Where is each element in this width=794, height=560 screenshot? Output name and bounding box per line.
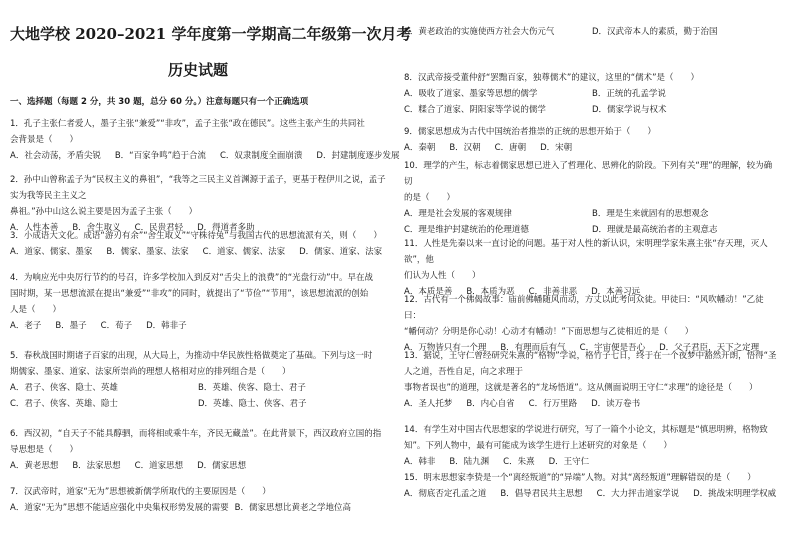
question-stem: 2．孙中山曾称孟子为“民权主义的鼻祖”，“我等之三民主义首渊源于孟子，更基于程伊川之说，孟子实为我等民主主义之 xyxy=(10,175,386,201)
answer-option: A．秦朝 xyxy=(404,143,436,153)
answer-option: A．道家“无为”思想不能适应强化中央集权形势发展的需要 xyxy=(10,503,229,513)
answer-option: A．理是社会发展的客观规律 xyxy=(404,209,512,219)
question-item xyxy=(10,228,386,260)
answer-option: A．吸收了道家、墨家等思想的儒学 xyxy=(404,89,538,99)
answer-options xyxy=(10,380,386,412)
answer-options xyxy=(404,486,780,502)
question-stem: 4．为响应光中央厉行节约的号召，许多学校加入到反对“舌尖上的浪费”的“光盘行动”中。早在战 xyxy=(10,273,374,283)
exam-subtitle: 历史试题 xyxy=(167,61,228,79)
question-item xyxy=(404,236,780,300)
answer-option: C．民贵君轻 xyxy=(134,223,184,233)
answer-option: D．韩非子 xyxy=(146,321,187,331)
answer-option: A．圣人托梦 xyxy=(404,399,453,409)
answer-options xyxy=(404,24,780,40)
answer-option: D．读万卷书 xyxy=(591,399,641,409)
question-stem: 8．汉武帝接受董仲舒“罢黜百家，独尊儒术”的建议，这里的“儒术”是（ ） xyxy=(404,73,700,83)
answer-option: B．法家思想 xyxy=(72,461,121,471)
answer-option: D．王守仁 xyxy=(548,457,590,467)
question-item xyxy=(404,158,780,238)
question-stem: 期儒家、墨家、道家、法家所崇尚的理想人格相对应的排列组合是（ ） xyxy=(10,367,291,377)
answer-option: C．道家、儒家、法家 xyxy=(202,247,286,257)
question-item xyxy=(10,484,386,516)
question-item xyxy=(404,24,780,40)
answer-option: A．黄老思想 xyxy=(10,461,59,471)
answer-option: C．唐朝 xyxy=(494,143,527,153)
answer-option: B．儒家、墨家、法家 xyxy=(106,247,189,257)
answer-options xyxy=(404,86,780,118)
answer-option: C．奴隶制度全面崩溃 xyxy=(219,151,303,161)
question-item xyxy=(404,70,780,118)
section-heading: 一、选择题（每题 2 分，共 30 题，总分 60 分。）注意每题只有一个正确选项 xyxy=(10,97,309,107)
answer-option: A．本质是善 xyxy=(404,287,453,297)
answer-option: D．得道者多助 xyxy=(197,223,255,233)
answer-option: B．“百家争鸣”趋于合流 xyxy=(114,151,206,161)
answer-option: D．挑战宋明理学权威 xyxy=(693,489,777,499)
question-item xyxy=(404,470,780,502)
answer-option: D．理就是最高统治者的主观意志 xyxy=(592,225,718,235)
answer-option: C．糅合了道家、阴阳家等学说的儒学 xyxy=(404,105,546,115)
answer-options xyxy=(404,140,780,156)
answer-option: C．荀子 xyxy=(100,321,133,331)
question-stem: 的是（ ） xyxy=(404,193,456,203)
question-item xyxy=(404,422,780,470)
answer-options xyxy=(404,206,780,238)
answer-option: A．君子、侠客、隐士、英雄 xyxy=(10,383,118,393)
answer-option: C．理是维护封建统治的伦理道德 xyxy=(404,225,529,235)
answer-option: A．韩非 xyxy=(404,457,436,467)
answer-option: D．封建制度逐步发展 xyxy=(316,151,400,161)
answer-option: A．彻底否定孔孟之道 xyxy=(404,489,487,499)
question-stem: 们认为人性（ ） xyxy=(404,271,481,281)
question-stem: 14．有学生对中国古代思想家的学说进行研究，写了一篇个小论文，其标题是“慎思明辨，格物致 xyxy=(404,425,768,435)
question-stem: 6．西汉初，“自天子不能具醇驷，而将相或乘牛车，齐民无藏盖”。在此背景下，西汉政府立国的指 xyxy=(10,429,382,439)
answer-option: B．舍生取义 xyxy=(72,223,121,233)
question-item xyxy=(10,116,400,164)
question-item xyxy=(10,172,386,236)
question-stem: “幡何动？分明是你心动！心动才有幡动！”下面思想与乙徒相近的是（ ） xyxy=(404,327,694,337)
question-item xyxy=(10,348,386,412)
question-stem: 知”。下列人物中，最有可能成为该学生进行上述研究的对象是（ ） xyxy=(404,441,672,451)
question-stem: 1．孔子主张仁者爱人，墨子主张“兼爱”“非攻”，孟子主张“政在德民”。这些主张产生的共同社 xyxy=(10,119,365,129)
answer-option: B．内心自省 xyxy=(466,399,515,409)
answer-option: B．倡导君民共主思想 xyxy=(500,489,583,499)
question-item xyxy=(10,426,386,474)
answer-option: B．正统的孔孟学说 xyxy=(592,89,666,99)
answer-option: D．汉武帝本人的素质，勤于治国 xyxy=(592,27,718,37)
answer-option: A．万物皆只有一个理 xyxy=(404,343,487,353)
answer-option: B．墨子 xyxy=(55,321,87,331)
question-stem: 鼻祖。”孙中山这么说主要是因为孟子主张（ ） xyxy=(10,207,198,217)
question-item xyxy=(10,270,386,334)
question-stem: 国时期，某一思想流派在提出“兼爱”“非攻”的同时，就提出了“节俭”“节用”，该思想流派的创始 xyxy=(10,289,369,299)
answer-option: C．朱熹 xyxy=(503,457,535,467)
answer-option: B．英雄、侠客、隐士、君子 xyxy=(198,383,306,393)
question-stem: 11．人性是先秦以来一直讨论的问题。基于对人性的新认识，宋明理学家朱熹主张“存天理，灭人欲”，他 xyxy=(404,239,768,265)
answer-option: D．宋朝 xyxy=(540,143,573,153)
answer-options xyxy=(10,244,386,260)
answer-option: C．非善非恶 xyxy=(528,287,578,297)
answer-options xyxy=(404,396,780,412)
exam-title: 大地学校 2020–2021 学年度第一学期高二年级第一次月考 xyxy=(10,25,412,43)
answer-option: B．本质为恶 xyxy=(466,287,515,297)
question-item xyxy=(404,348,780,412)
answer-option: D．儒家思想 xyxy=(197,461,247,471)
question-stem: 15．明末思想家李贽是一个“离经叛道”的“异端”人物。对其“离经叛道”理解错误的是（ ） xyxy=(404,473,756,483)
answer-option: D．本善习远 xyxy=(591,287,641,297)
question-item xyxy=(404,124,780,156)
answer-option: C．君子、侠客、英雄、隐士 xyxy=(10,399,118,409)
answer-option: C．大力抨击道家学说 xyxy=(596,489,680,499)
answer-option: A．社会动荡，矛盾尖锐 xyxy=(10,151,101,161)
answer-option: B．理是生来就固有的思想观念 xyxy=(592,209,709,219)
answer-option: C．黄老政治的实施使西方社会大伤元气 xyxy=(404,27,555,37)
answer-option: A．人性本善 xyxy=(10,223,59,233)
answer-option: D．儒家、道家、法家 xyxy=(299,247,383,257)
question-stem: 10．理学的产生，标志着儒家思想已进入了哲理化、思辨化的阶段。下列有关“理”的理解，较为确切 xyxy=(404,161,773,187)
answer-option: B．儒家思想比黄老之学地位高 xyxy=(234,503,351,513)
answer-option: C．道家思想 xyxy=(134,461,184,471)
answer-option: A．老子 xyxy=(10,321,42,331)
question-item xyxy=(404,292,780,356)
answer-option: B．有理而后有气 xyxy=(500,343,566,353)
question-stem: 3．小成语大文化。成语“游刃有余”“舍生取义”“守株待兔”与我国古代的思想流派有关，则（ ） xyxy=(10,231,382,241)
question-stem: 13．据说，王守仁曾经研究朱熹的“格物”学说，格竹子七日，终于在一个夜梦中豁然开朗，悟得“圣人之道，吾性自足，向之求理于 xyxy=(404,351,777,377)
answer-option: D．儒家学说与权术 xyxy=(592,105,667,115)
question-stem: 会背景是（ ） xyxy=(10,135,79,145)
answer-option: B．汉朝 xyxy=(449,143,481,153)
answer-options xyxy=(10,500,386,516)
question-stem: 导思想是（ ） xyxy=(10,445,79,455)
answer-options xyxy=(404,454,780,470)
answer-options xyxy=(10,148,400,164)
answer-option: B．陆九渊 xyxy=(449,457,490,467)
question-stem: 7．汉武帝时，道家“无为”思想被新儒学所取代的主要原因是（ ） xyxy=(10,487,271,497)
answer-option: A．道家、儒家、墨家 xyxy=(10,247,93,257)
question-stem: 人是（ ） xyxy=(10,305,62,315)
answer-option: C．宇宙便是吾心 xyxy=(579,343,646,353)
question-stem: 5．春秋战国时期诸子百家的出现，从大局上，为推动中华民族性格做奠定了基础。下列与这一时 xyxy=(10,351,373,361)
question-stem: 12．古代有一个佛偈故事：庙前佛幡随风而动，方丈以此考问众徒。甲徒曰：“风吹幡动！”乙徒曰： xyxy=(404,295,764,321)
answer-options xyxy=(10,318,386,334)
answer-option: D．英雄、隐士、侠客、君子 xyxy=(198,399,307,409)
answer-option: C．行万里路 xyxy=(528,399,578,409)
answer-options xyxy=(10,458,386,474)
answer-option: D．父子君臣，天下之定理 xyxy=(659,343,760,353)
question-stem: 9．儒家思想成为古代中国统治者推崇的正统的思想开始于（ ） xyxy=(404,127,656,137)
question-stem: 事物者误也”的道理，这就是著名的“龙场悟道”。这从侧面说明王守仁“求理”的途径是（ ） xyxy=(404,383,758,393)
